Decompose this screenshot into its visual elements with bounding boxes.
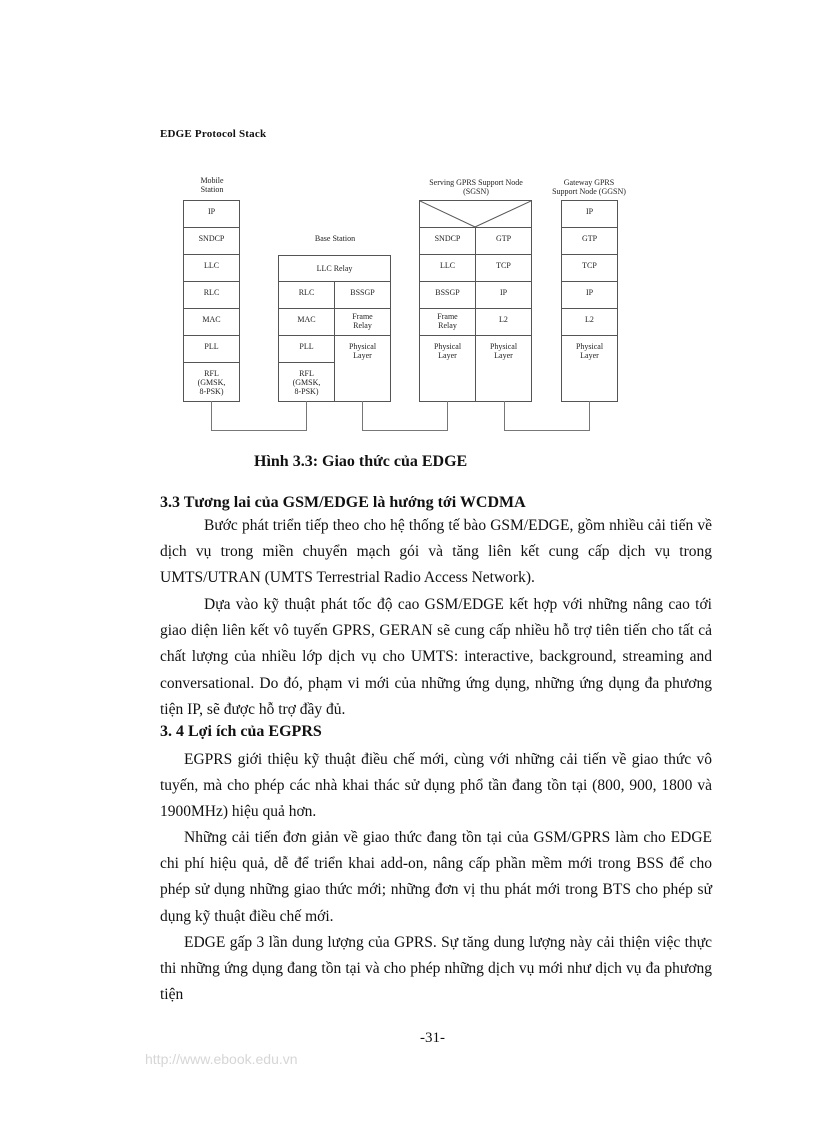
section-3-4-paragraph-3: EDGE gấp 3 lần dung lượng của GPRS. Sự tăng dung lượng này cải thiện việc thực thi những ứng dụng đang tồn tại và cho phép những dịch vụ mới như dịch vụ đa phương tiện — [160, 934, 712, 1004]
ms-layer-llc: LLC — [183, 254, 240, 282]
ggsn-layer-ip: IP — [561, 281, 618, 309]
bs-layer-mac: MAC — [278, 308, 335, 336]
sgsn-layer-bssgp: BSSGP — [419, 281, 476, 309]
section-3-3-paragraph-1: Bước phát triển tiếp theo cho hệ thống tế bào GSM/EDGE, gồm nhiều cải tiến về dịch vụ trong miền chuyển mạch gói và tăng liên kết cung cấp dịch vụ trong UMTS/UTRAN (UMTS Terrestrial Radio Access Network). — [160, 517, 712, 587]
ggsn-layer-ip-top: IP — [561, 200, 618, 228]
sgsn-layer-gtp: GTP — [475, 227, 532, 255]
ms-layer-sndcp: SNDCP — [183, 227, 240, 255]
ms-layer-rlc: RLC — [183, 281, 240, 309]
sgsn-layer-frame-relay: Frame Relay — [419, 308, 476, 336]
page-number: -31- — [420, 1030, 445, 1046]
figure-caption: Hình 3.3: Giao thức của EDGE — [254, 453, 468, 470]
section-3-4-paragraph-1: EGPRS giới thiệu kỹ thuật điều chế mới, cùng với những cải tiến về giao thức vô tuyến, mà cho phép các nhà khai thác sử dụng phổ tần đang tồn tại (800, 900, 1800 và 1900MHz) hiệu quả hơn. — [160, 751, 712, 821]
gb-interface-connector — [362, 401, 448, 431]
ggsn-layer-physical: Physical Layer — [561, 335, 618, 402]
sgsn-label: Serving GPRS Support Node (SGSN) — [429, 178, 523, 196]
bs-layer-rfl: RFL (GMSK, 8-PSK) — [278, 362, 335, 402]
sgsn-layer-l2: L2 — [475, 308, 532, 336]
um-interface-connector — [211, 401, 307, 431]
section-3-3-paragraph-2: Dựa vào kỹ thuật phát tốc độ cao GSM/EDGE kết hợp với những nâng cao tới giao diện liên kết vô tuyến GPRS, GERAN sẽ cung cấp nhiều hỗ trợ tiên tiến cho tất cả chất lượng của nhiều lớp dịch vụ cho UMTS: interactive, background, streaming and conversational. Do đó, phạm vi mới của những ứng dụng, những ứng dụng đa phương tiện IP, sẽ được hỗ trợ đầy đủ. — [160, 596, 712, 718]
ms-layer-pll: PLL — [183, 335, 240, 363]
ggsn-layer-gtp: GTP — [561, 227, 618, 255]
diagram-title: EDGE Protocol Stack — [160, 128, 267, 140]
bs-layer-rlc: RLC — [278, 281, 335, 309]
sgsn-layer-ip: IP — [475, 281, 532, 309]
bs-layer-llc-relay: LLC Relay — [278, 255, 391, 282]
section-3-3-heading: 3.3 Tương lai của GSM/EDGE là hướng tới WCDMA — [160, 494, 526, 511]
base-station-label: Base Station — [314, 234, 356, 243]
ggsn-layer-l2: L2 — [561, 308, 618, 336]
ggsn-label: Gateway GPRS Support Node (GGSN) — [552, 178, 626, 196]
sgsn-layer-sndcp: SNDCP — [419, 227, 476, 255]
ms-layer-rfl: RFL (GMSK, 8-PSK) — [183, 362, 240, 402]
bs-layer-frame-relay: Frame Relay — [334, 308, 391, 336]
gn-interface-connector — [504, 401, 590, 431]
sgsn-layer-llc: LLC — [419, 254, 476, 282]
section-3-4-paragraph-2: Những cải tiến đơn giản về giao thức đang tồn tại của GSM/GPRS làm cho EDGE chi phí hiệu quả, dễ để triển khai add-on, nâng cấp phần mềm mới trong BSS để cho phép sử dụng những giao thức mới; những đơn vị thu phát mới trong BTS cho phép sử dụng kỹ thuật điều chế mới. — [160, 829, 712, 925]
section-3-4-heading: 3. 4 Lợi ích của EGPRS — [160, 723, 322, 740]
sgsn-layer-physical-left: Physical Layer — [419, 335, 476, 402]
ms-layer-mac: MAC — [183, 308, 240, 336]
sgsn-layer-physical-right: Physical Layer — [475, 335, 532, 402]
mobile-station-label: Mobile Station — [200, 176, 224, 194]
bs-layer-bssgp: BSSGP — [334, 281, 391, 309]
ms-layer-ip: IP — [183, 200, 240, 228]
bs-layer-pll: PLL — [278, 335, 335, 363]
bs-layer-physical: Physical Layer — [334, 335, 391, 402]
watermark-url: http://www.ebook.edu.vn — [145, 1051, 298, 1067]
sgsn-relay-box — [419, 200, 532, 228]
sgsn-relay-lines — [420, 201, 531, 227]
ggsn-layer-tcp: TCP — [561, 254, 618, 282]
sgsn-layer-tcp: TCP — [475, 254, 532, 282]
